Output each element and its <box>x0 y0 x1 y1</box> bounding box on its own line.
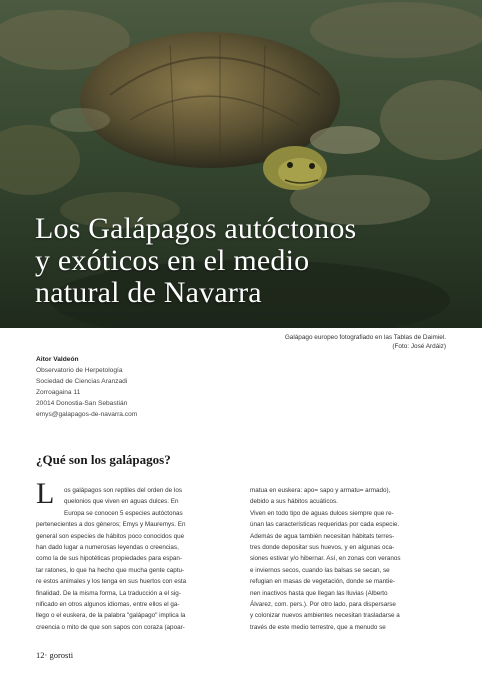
title-line-1: Los Galápagos autóctonos <box>35 212 357 245</box>
col2-line: través de este medio terrestre, que a menudo se <box>250 623 386 631</box>
col2-line: tres donde depositar sus huevos, y en algunas oca- <box>250 544 395 552</box>
col2-line: Viven en todo tipo de aguas dulces siempre que re- <box>250 509 394 517</box>
col2-line: y colonizar nuevos ambientes necesitan trasladarse a <box>250 612 400 620</box>
col1-line: creencia o mito de que son sapos con coraza (apoar- <box>36 623 185 631</box>
author-address: Zorroagaina 11 <box>36 389 81 396</box>
col1-line: finalidad. De la misma forma, La traducción a el sig- <box>36 589 181 597</box>
col2-line: nen inactivos hasta que llegan las lluvias (Alberto <box>250 589 388 597</box>
page-title <box>35 213 356 309</box>
title-line-3: natural de Navarra <box>35 276 262 309</box>
col2-line: Además de agua también necesitan hábitats terres- <box>250 532 395 540</box>
caption-line-2: (Foto: José Ardáiz) <box>392 343 446 350</box>
page-footer: 12· gorosti <box>36 650 74 660</box>
drop-cap: L <box>36 477 55 510</box>
col1-line: os galápagos son reptiles del orden de los <box>64 487 182 494</box>
col2-line: refugian en masas de vegetación, donde se mantie- <box>250 578 395 586</box>
col2-line: debido a sus hábitos acuáticos. <box>250 498 338 506</box>
author-name: Aitor Valdeón <box>36 356 79 363</box>
col2-line: únan las características requeridas por cada especie. <box>250 521 400 529</box>
col1-line: pertenecientes a dos géneros; Emys y Mauremys. En <box>36 521 186 529</box>
col1-line: general son especies de hábitos poco conocidos que <box>36 532 185 540</box>
col1-line: como la de sus hipotéticas propiedades para espan- <box>36 555 182 563</box>
hero-photo <box>0 0 482 328</box>
body-column-1 <box>36 485 238 633</box>
caption-line-1: Galápago europeo fotografiado en las Tablas de Daimiel. <box>284 334 446 341</box>
photo-caption <box>285 333 446 351</box>
col1-line: nificado en otros algunos idiomas, entre ellos el ga- <box>36 601 180 609</box>
author-affiliation-1: Observatorio de Herpetología <box>36 367 123 374</box>
author-block <box>36 354 137 420</box>
col1-line: re estos animales y los tenga en sus huertos con esta <box>36 578 187 586</box>
col1-line: llego o el euskera, de la palabra "galápago" implica la <box>36 612 186 620</box>
col2-line: matua en euskera: apo= sapo y armatu= armado), <box>250 487 391 494</box>
title-line-2: y exóticos en el medio <box>35 244 310 277</box>
author-email[interactable]: emys@galapagos-de-navarra.com <box>36 411 138 418</box>
author-city: 20014 Donostia-San Sebastián <box>36 400 128 407</box>
body-column-2 <box>250 485 446 633</box>
col1-line: Europa se conocen 5 especies autóctonas <box>64 509 183 517</box>
col1-line: tar ratones, lo que ha hecho que mucha gente captu- <box>36 566 185 574</box>
col2-line: Álvarez, com. pers.). Por otro lado, para dispersarse <box>250 601 396 609</box>
col2-line: e inviernos secos, cuando las balsas se secan, se <box>250 566 390 574</box>
col1-line: quelonios que viven en aguas dulces. En <box>64 498 179 506</box>
col1-line: han dado lugar a numerosas leyendas o creencias, <box>36 544 179 552</box>
col2-line: siones estivar y/o hibernar. Así, en zonas con veranos <box>250 555 401 563</box>
section-heading: ¿Qué son los galápagos? <box>36 452 171 467</box>
author-affiliation-2: Sociedad de Ciencias Aranzadi <box>36 378 128 385</box>
